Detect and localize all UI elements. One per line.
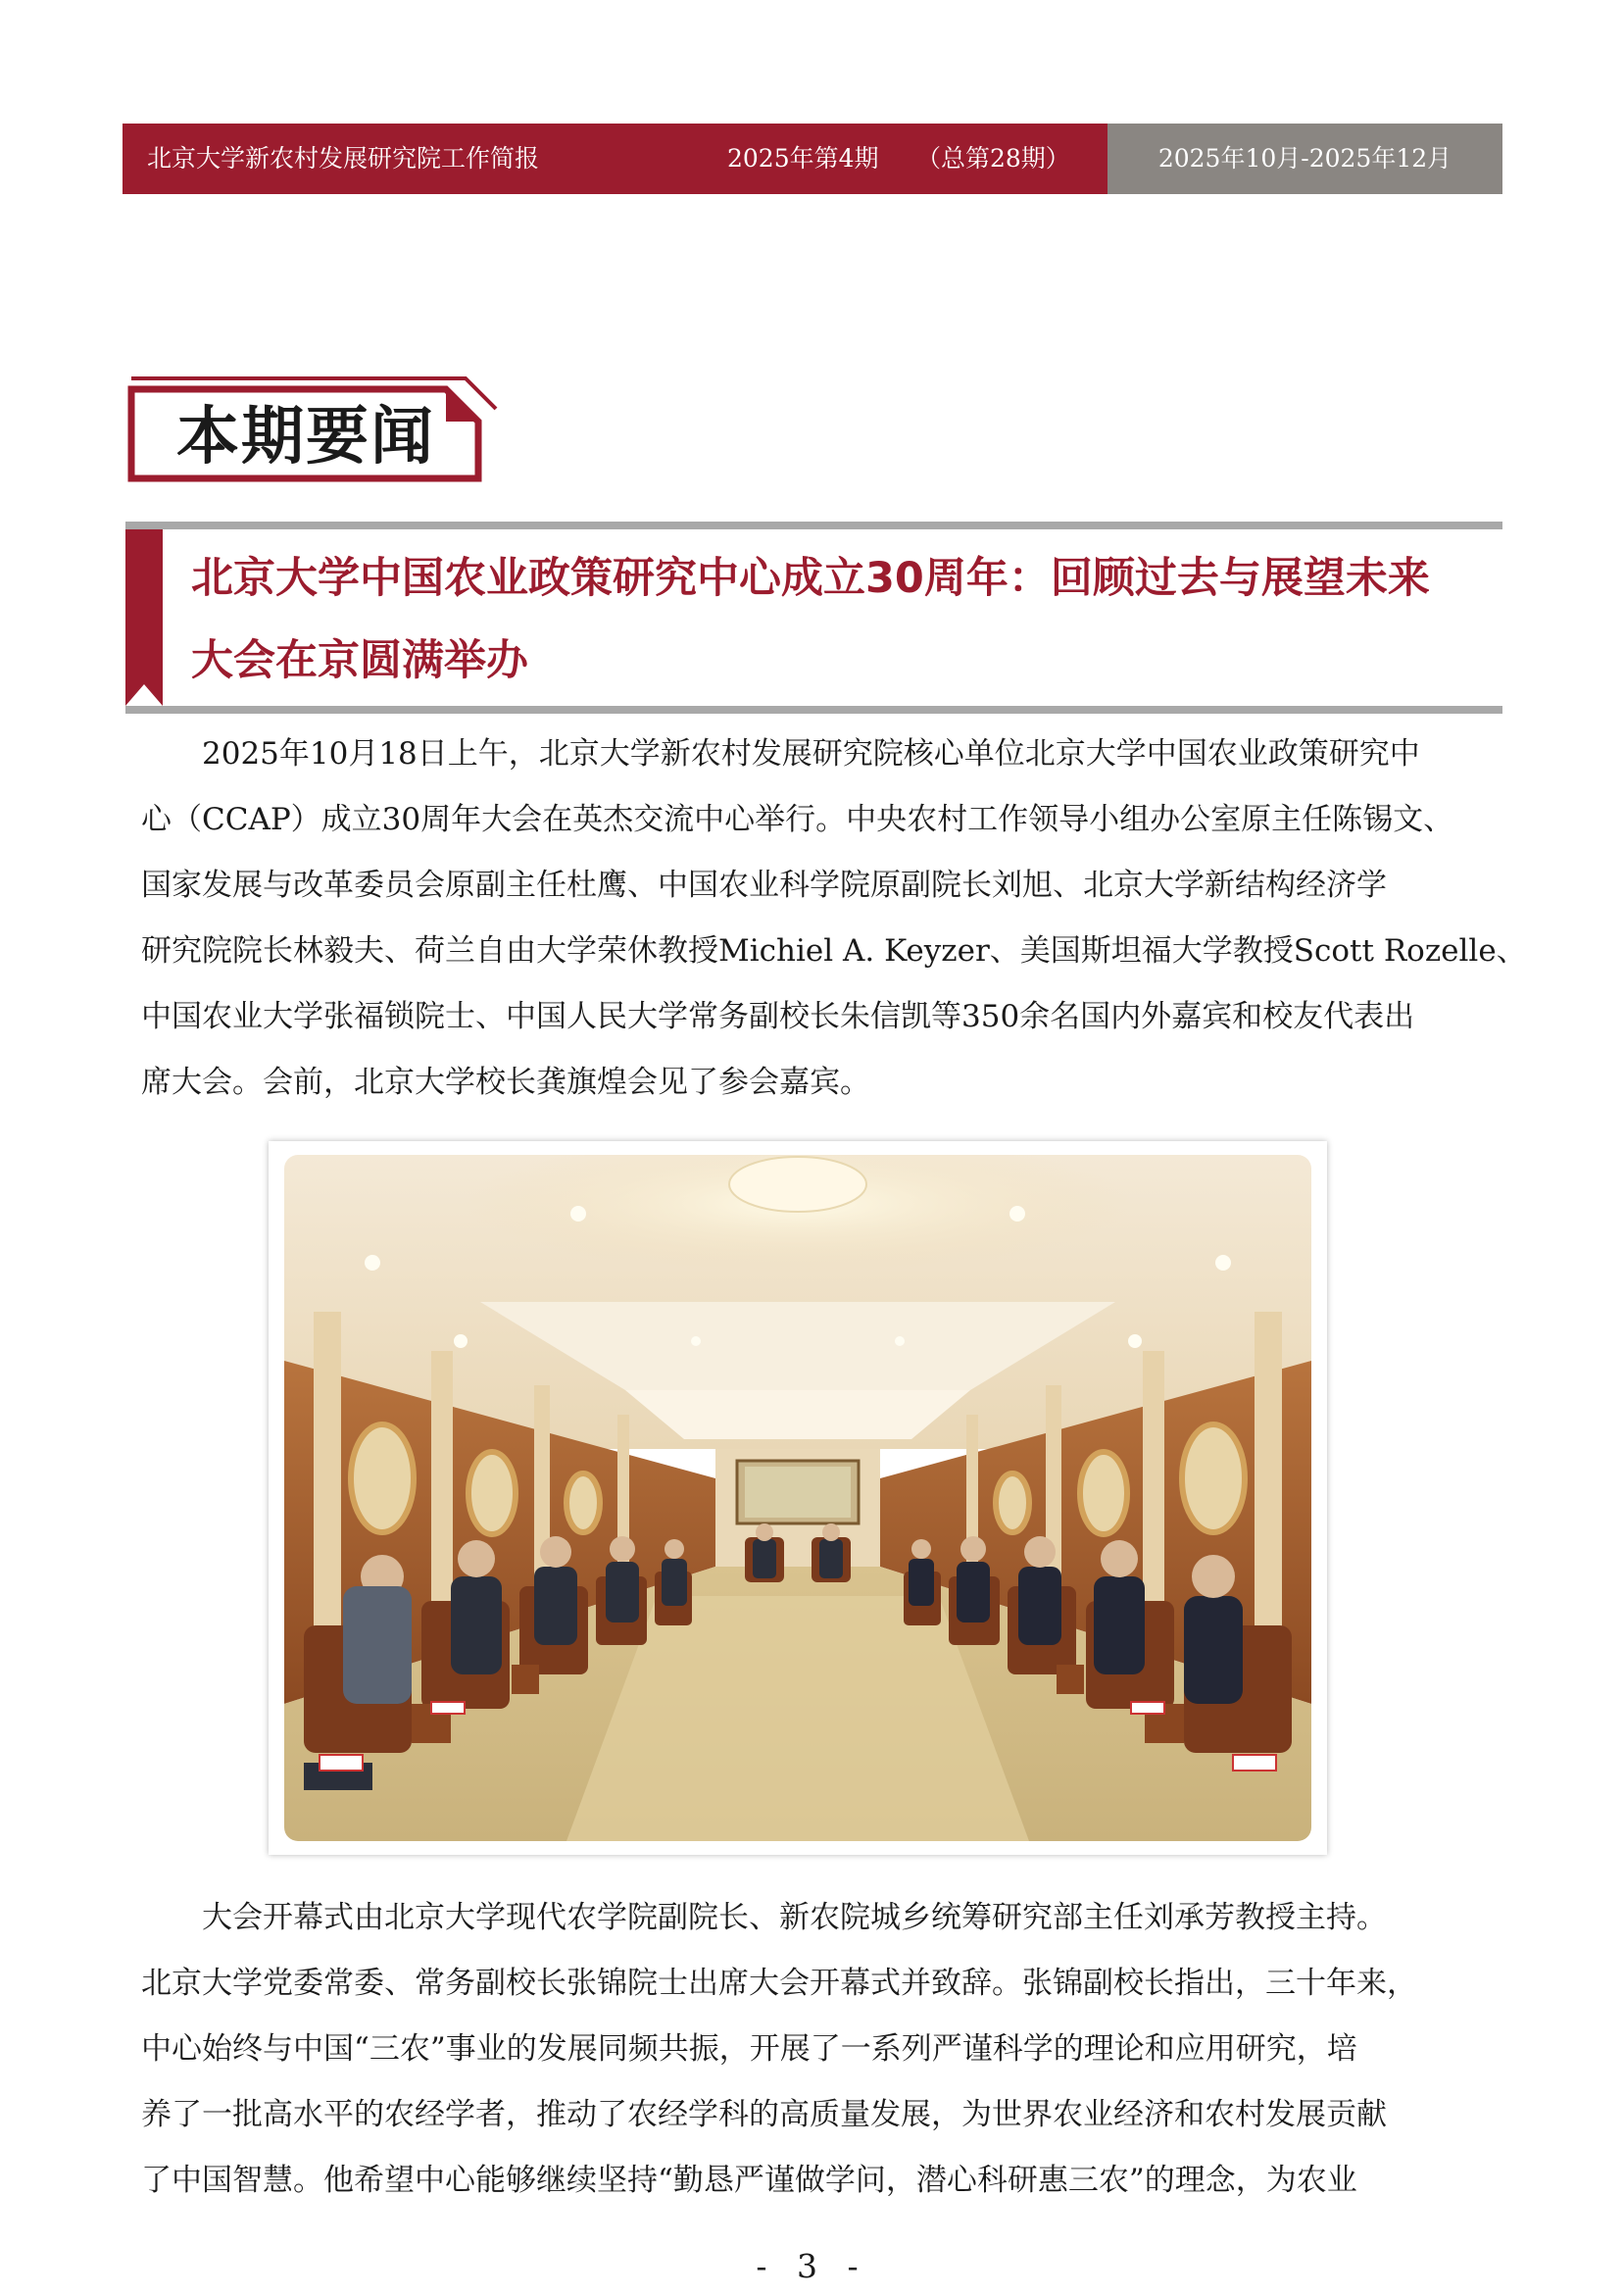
- section-tag-label: 本期要闻: [176, 401, 435, 474]
- section-tag: [127, 373, 500, 482]
- heading-top-rule: [125, 522, 1502, 529]
- issue-number: 2025年第4期: [727, 144, 879, 173]
- text-line: 养了一批高水平的农经学者，推动了农经学科的高质量发展，为世界农业经济和农村发展贡献: [141, 2097, 1387, 2132]
- article-heading: [125, 522, 1502, 714]
- text-line: 席大会。会前，北京大学校长龚旗煌会见了参会嘉宾。: [141, 1065, 870, 1100]
- article-paragraph-1: [141, 722, 1527, 1116]
- text-line: 2025年10月18日上午，北京大学新农村发展研究院核心单位北京大学中国农业政策研究中: [141, 736, 1420, 772]
- meeting-photo: [269, 1141, 1327, 1855]
- text-line: 国家发展与改革委员会原副主任杜鹰、中国农业科学院原副院长刘旭、北京大学新结构经济学: [141, 868, 1387, 903]
- text-line: 大会开幕式由北京大学现代农学院副院长、新农院城乡统筹研究部主任刘承芳教授主持。: [141, 1900, 1387, 1935]
- text-line: 北京大学党委常委、常务副校长张锦院士出席大会开幕式并致辞。张锦副校长指出，三十年来，: [141, 1966, 1417, 2001]
- text-line: 中国农业大学张福锁院士、中国人民大学常务副校长朱信凯等350余名国内外嘉宾和校友代表出: [141, 999, 1415, 1034]
- text-line: 研究院院长林毅夫、荷兰自由大学荣休教授Michiel A. Keyzer、美国斯坦福大学教授Scott Rozelle、: [141, 933, 1527, 969]
- meeting-hall-illustration: [284, 1155, 1311, 1841]
- header-period-block: [1107, 124, 1502, 194]
- heading-bottom-rule: [125, 706, 1502, 714]
- article-title-line-1: 北京大学中国农业政策研究中心成立30周年：回顾过去与展望未来: [191, 554, 1430, 603]
- header-band: [123, 124, 1502, 194]
- header-red-block: [123, 124, 1107, 194]
- article-title-line-2: 大会在京圆满举办: [191, 636, 528, 685]
- total-issue-number: （总第28期）: [916, 144, 1070, 173]
- bookmark-ribbon-icon: [125, 529, 163, 706]
- text-line: 了中国智慧。他希望中心能够继续坚持“勤恳严谨做学问，潜心科研惠三农”的理念，为农业: [141, 2163, 1357, 2198]
- publication-period: 2025年10月-2025年12月: [1157, 144, 1452, 173]
- page-number: - 3 -: [756, 2247, 868, 2285]
- text-line: 中心始终与中国“三农”事业的发展同频共振，开展了一系列严谨科学的理论和应用研究，培: [141, 2031, 1357, 2067]
- text-line: 心（CCAP）成立30周年大会在英杰交流中心举行。中央农村工作领导小组办公室原主任陈锡文、: [141, 802, 1454, 837]
- publication-title: 北京大学新农村发展研究院工作简报: [147, 144, 540, 173]
- article-paragraph-2: [141, 1885, 1523, 2214]
